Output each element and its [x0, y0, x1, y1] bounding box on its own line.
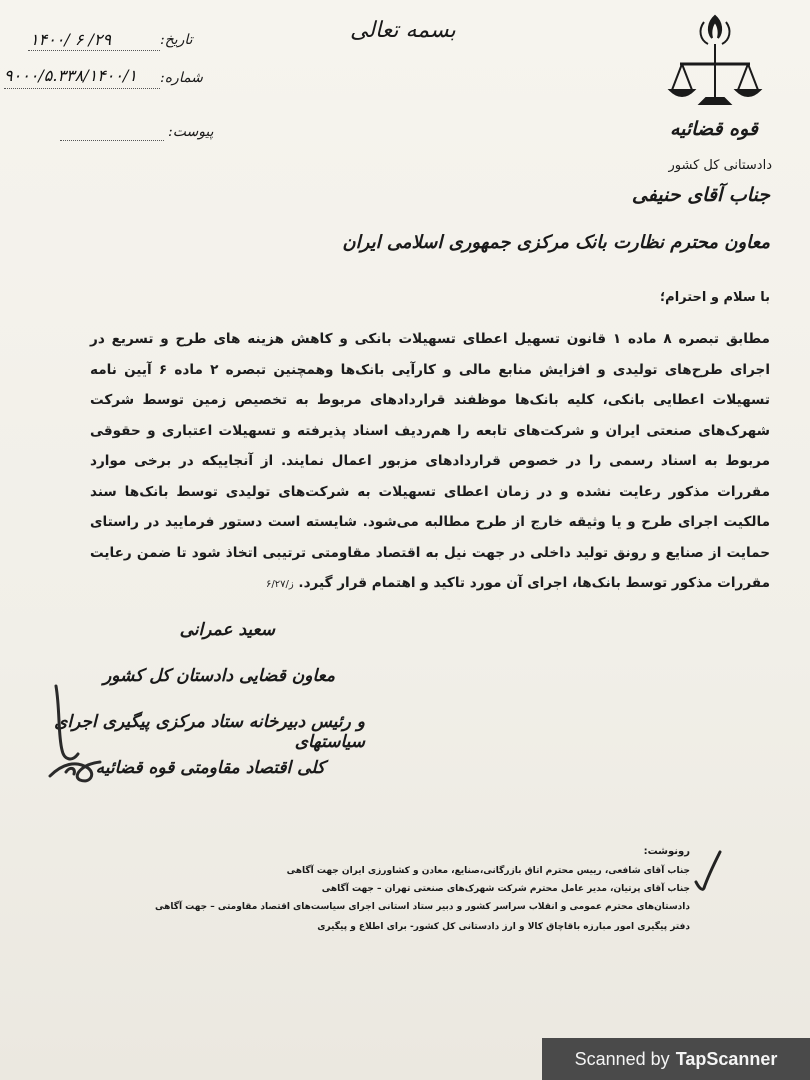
- number-label: شماره:: [160, 70, 203, 86]
- watermark-prefix: Scanned by: [574, 1048, 670, 1069]
- greeting: با سلام و احترام؛: [659, 290, 770, 305]
- handwritten-signature-icon: [42, 680, 108, 790]
- letter-tail-note: ز/۶/۲۷: [266, 579, 294, 590]
- cc-item-1: جناب آقای شافعی، رییس محترم اتاق بازرگانی،صنایع، معادن و کشاورزی ایران جهت آگاهی: [286, 866, 690, 876]
- cc-item-4: دفتر پیگیری امور مبارزه باقاچاق کالا و ارز دادستانی کل کشور- برای اطلاع و پیگیری: [317, 922, 690, 932]
- signatory-title-3: کلی اقتصاد مقاومتی قوه قضائیه: [95, 758, 325, 778]
- watermark-brand: TapScanner: [675, 1048, 778, 1069]
- emblem-caption: قوه قضائیه: [669, 118, 758, 140]
- basmala: بسمه تعالی: [350, 18, 456, 43]
- signatory-name: سعید عمرانی: [179, 620, 275, 640]
- organization-name: دادستانی کل کشور: [668, 158, 772, 173]
- cc-item-3: دادستان‌های محترم عمومی و انقلاب سراسر کشور و دبیر ستاد استانی اجرای سیاست‌های اقتصاد مقاومتی – جهت آگاهی: [155, 902, 690, 912]
- cc-title: رونوشت:: [643, 846, 690, 857]
- date-label: تاریخ:: [160, 32, 193, 48]
- letter-body: [90, 324, 770, 601]
- cc-item-2: جناب آقای پرتیان، مدیر عامل محترم شرکت شهرک‌های صنعتی تهران – جهت آگاهی: [321, 884, 690, 894]
- scanner-watermark: [542, 1038, 810, 1080]
- recipient-title: معاون محترم نظارت بانک مرکزی جمهوری اسلامی ایران: [342, 232, 770, 253]
- signatory-title-2: و رئیس دبیرخانه ستاد مرکزی پیگیری اجرای سیاستهای: [54, 712, 365, 752]
- judiciary-emblem-icon: [660, 8, 770, 118]
- handwritten-check-icon: [690, 848, 730, 893]
- number-value: ۹۰۰۰/۵.۳۳۸/۱۴۰۰/۱: [4, 66, 137, 85]
- letter-body-text: مطابق تبصره ۸ ماده ۱ قانون تسهیل اعطای تسهیلات بانکی و کاهش هزینه های طرح و تسریع در اجرای طرح‌های تولیدی و افزایش منابع مالی و کارآیی بانک‌ها وهمچنین تبصره ۲ ماده ۶ آیین نامه تسهیلات اعطایی بانکی، کلیه بانک‌ها موظفند قراردادهای مربوط به تخصیص زمین توسط شرکت شهرک‌های صنعتی ایران و شرکت‌های تابعه را هم‌ردیف اسناد پذیرفته و تسهیلات اعتباری و حقوقی مربوط به اسناد رسمی را در خصوص قراردادهای مزبور اعمال نمایند. از آنجاییکه در برخی موارد مقررات مذکور رعایت نشده و در زمان اعطای تسهیلات به شرکت‌های تولیدی توسط بانک‌ها سند مالکیت اجرای طرح و یا وثیقه خارج از طرح مطالبه می‌شود. شایسته است دستور فرمایید در راستای حمایت از صنایع و رونق تولید داخلی در جهت نیل به اقتصاد مقاومتی ترتیبی اتخاذ شود تا ضمن رعایت مقررات مذکور توسط بانک‌ها، اجرای آن مورد تاکید و اهتمام قرار گیرد.: [90, 331, 770, 591]
- date-dotline: [28, 50, 160, 51]
- date-value: ۱۴۰۰/ ۶ /۲۹: [30, 30, 112, 49]
- attachment-dotline: [60, 140, 164, 141]
- signatory-title-1: معاون قضایی دادستان کل کشور: [103, 666, 335, 686]
- number-dotline: [4, 88, 160, 89]
- attachment-label: پیوست:: [168, 124, 214, 140]
- recipient-honorific: جناب آقای حنیفی: [631, 184, 770, 206]
